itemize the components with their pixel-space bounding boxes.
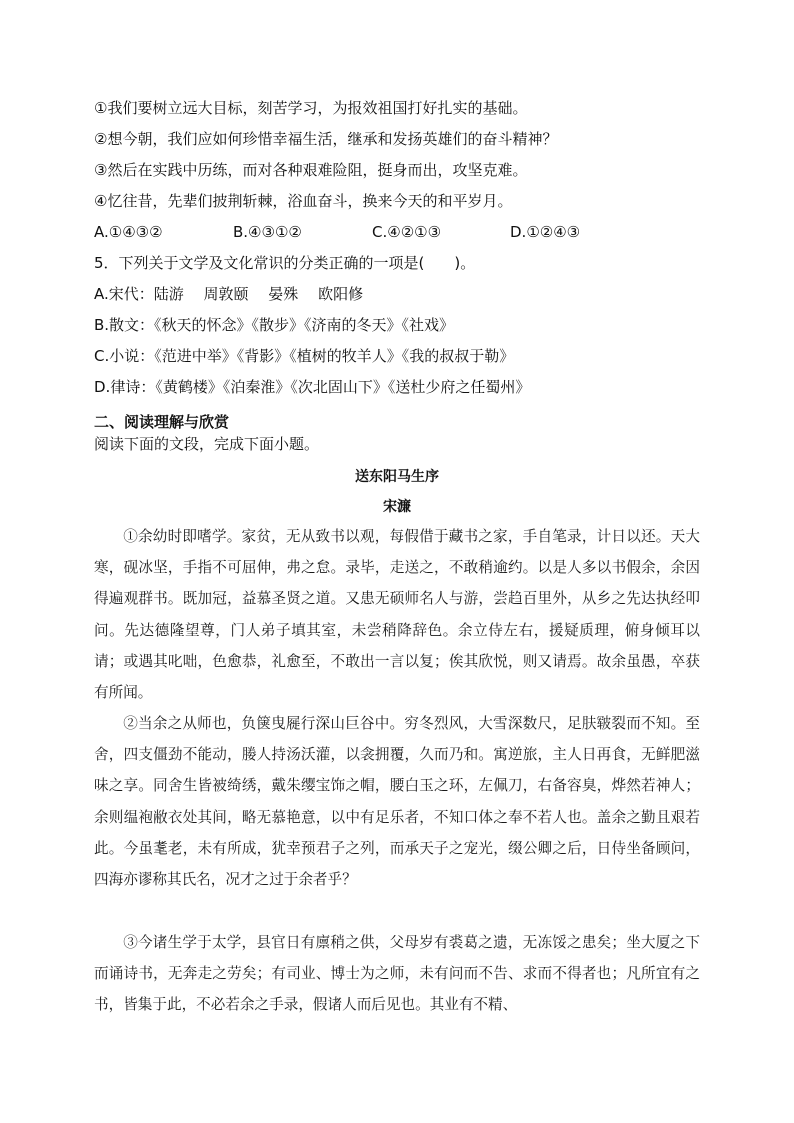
passage-paragraph-2: ②当余之从师也，负箧曳屣行深山巨谷中。穷冬烈风，大雪深数尺，足肤皲裂而不知。至舍，四支僵劲不能动，媵人持汤沃灌，以衾拥覆，久而乃和。寓逆旅，主人日再食，无鲜肥滋味之享。同舍生皆被绮绣，戴朱缨宝饰之帽，腰白玉之环，左佩刀，右备容臭，烨然若神人；余则缊袍敝衣处其间，略无慕艳意，以中有足乐者，不知口体之奉不若人也。盖余之勤且艰若此。今虽耄老，未有所成，犹幸预君子之列，而承天子之宠光，缀公卿之后，日侍坐备顾问，四海亦谬称其氏名，况才之过于余者乎？: [94, 715, 700, 889]
q4-sentence-1: ①我们要树立远大目标，刻苦学习，为报效祖国打好扎实的基础。: [94, 99, 528, 117]
q4-option-a[interactable]: A.①④③②: [94, 223, 163, 241]
q4-option-d[interactable]: D.①②④③: [510, 223, 581, 241]
passage-paragraph-3: ③今诸生学于太学，县官日有廪稍之供，父母岁有裘葛之遗，无冻馁之患矣；坐大厦之下而诵诗书，无奔走之劳矣；有司业、博士为之师，未有问而不告、求而不得者也；凡所宜有之书，皆集于此，不必若余之手录，假诸人而后见也。其业有不精、: [94, 934, 700, 1014]
q4-sentence-4: ④忆往昔，先辈们披荆斩棘，浴血奋斗，换来今天的和平岁月。: [94, 192, 513, 210]
q4-option-c[interactable]: C.④②①③: [372, 223, 442, 241]
passage-paragraph-1: ①余幼时即嗜学。家贫，无从致书以观，每假借于藏书之家，手自笔录，计日以还。天大寒，砚冰坚，手指不可屈伸，弗之怠。录毕，走送之，不敢稍逾约。以是人多以书假余，余因得遍观群书。既加冠，益慕圣贤之道。又患无硕师名人与游，尝趋百里外，从乡之先达执经叩问。先达德隆望尊，门人弟子填其室，未尝稍降辞色。余立侍左右，援疑质理，俯身倾耳以请；或遇其叱咄，色愈恭，礼愈至，不敢出一言以复；俟其欣悦，则又请焉。故余虽愚，卒获有所闻。: [94, 528, 700, 702]
q5-option-b[interactable]: B.散文：《秋天的怀念》《散步》《济南的冬天》《社戏》: [94, 316, 455, 334]
q5-option-d[interactable]: D.律诗：《黄鹤楼》《泊秦淮》《次北固山下》《送杜少府之任蜀州》: [94, 378, 531, 396]
q5-option-a[interactable]: A.宋代：陆游 周敦颐 晏殊 欧阳修: [94, 285, 364, 303]
section-instruction: 阅读下面的文段，完成下面小题。: [94, 435, 320, 453]
q4-options: [94, 222, 614, 242]
q4-sentence-2: ②想今朝，我们应如何珍惜幸福生活，继承和发扬英雄们的奋斗精神？: [94, 130, 558, 148]
q5-stem: 5．下列关于文学及文化常识的分类正确的一项是( )。: [94, 254, 476, 272]
q5-option-c[interactable]: C.小说：《范进中举》《背影》《植树的牧羊人》《我的叔叔于勒》: [94, 347, 515, 365]
passage-author: 宋濂: [383, 499, 411, 515]
section-heading: 二、阅读理解与欣赏: [94, 413, 230, 431]
passage-title: 送东阳马生序: [355, 469, 439, 485]
q4-sentence-3: ③然后在实践中历练，而对各种艰难险阻，挺身而出，攻坚克难。: [94, 161, 528, 179]
q4-option-b[interactable]: B.④③①②: [233, 223, 302, 241]
